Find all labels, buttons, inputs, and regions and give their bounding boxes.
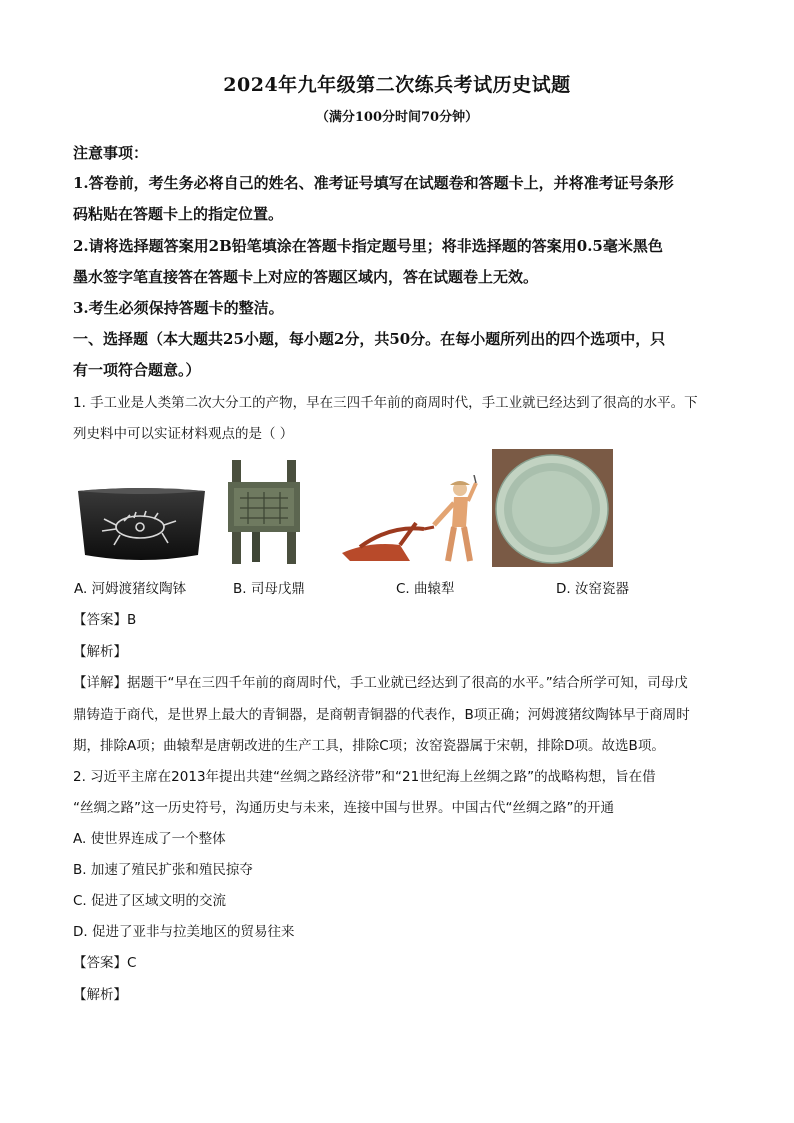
q1-option-c: C. 曲辕犁 [396, 581, 455, 597]
notice-item-2-line-2: 墨水签字笔直接答在答题卡上对应的答题区域内，答在试题卷上无效。 [73, 268, 539, 286]
notice-heading: 注意事项： [73, 144, 149, 162]
page-subtitle: （满分100分时间70分钟） [315, 110, 479, 125]
q1-option-d: D. 汝窑瓷器 [556, 581, 629, 597]
q1-option-a: A. 河姆渡猪纹陶钵 [74, 581, 187, 597]
q1-answer: 【答案】B [73, 612, 137, 628]
simuwu-ding-image [218, 458, 310, 566]
q1-detail-line-2: 鼎铸造于商代，是世界上最大的青铜器，是商朝青铜器的代表作，B项正确；河姆渡猪纹陶钵早于商周时 [73, 707, 690, 723]
q2-option-a: A. 使世界连成了一个整体 [73, 831, 226, 847]
notice-item-1-line-1: 1.答卷前，考生务必将自己的姓名、准考证号填写在试题卷和答题卡上，并将准考证号条形 [73, 174, 674, 192]
q1-analysis-label: 【解析】 [73, 644, 127, 660]
q2-stem-line-2: “丝绸之路”这一历史符号，沟通历史与未来，连接中国与世界。中国古代“丝绸之路”的开通 [73, 800, 614, 816]
q2-option-d: D. 促进了亚非与拉美地区的贸易往来 [73, 924, 295, 940]
page-title: 2024年九年级第二次练兵考试历史试题 [223, 74, 571, 96]
notice-item-2-line-1: 2.请将选择题答案用2B铅笔填涂在答题卡指定题号里；将非选择题的答案用0.5毫米黑色 [73, 237, 663, 255]
section-heading-line-1: 一、选择题（本大题共25小题，每小题2分，共50分。在每小题所列出的四个选项中，只 [73, 330, 666, 348]
q1-option-b: B. 司母戊鼎 [233, 581, 305, 597]
section-heading-line-2: 有一项符合题意。） [73, 361, 201, 379]
q1-detail-line-1: 【详解】据题干“早在三四千年前的商周时代，手工业就已经达到了很高的水平。”结合所学可知，司母戊 [73, 675, 688, 691]
q2-option-b: B. 加速了殖民扩张和殖民掠夺 [73, 862, 253, 878]
curved-shaft-plough-image [340, 475, 480, 567]
q2-stem-line-1: 2. 习近平主席在2013年提出共建“丝绸之路经济带”和“21世纪海上丝绸之路”的战略构想，旨在借 [73, 769, 656, 785]
q1-stem-line-2: 列史料中可以实证材料观点的是（ ） [73, 426, 294, 442]
hemudu-pottery-bowl-image [74, 485, 209, 565]
q1-stem-line-1: 1. 手工业是人类第二次大分工的产物，早在三四千年前的商周时代，手工业就已经达到了很高的水平。下 [73, 395, 698, 411]
notice-item-1-line-2: 码粘贴在答题卡上的指定位置。 [73, 205, 284, 223]
ru-kiln-porcelain-image [492, 449, 613, 567]
q2-option-c: C. 促进了区域文明的交流 [73, 893, 227, 909]
q2-analysis-label: 【解析】 [73, 987, 127, 1003]
q2-answer: 【答案】C [73, 955, 137, 971]
notice-item-3: 3.考生必须保持答题卡的整洁。 [73, 299, 284, 317]
q1-detail-line-3: 期，排除A项；曲辕犁是唐朝改进的生产工具，排除C项；汝窑瓷器属于宋朝，排除D项。故选B项。 [73, 738, 665, 754]
